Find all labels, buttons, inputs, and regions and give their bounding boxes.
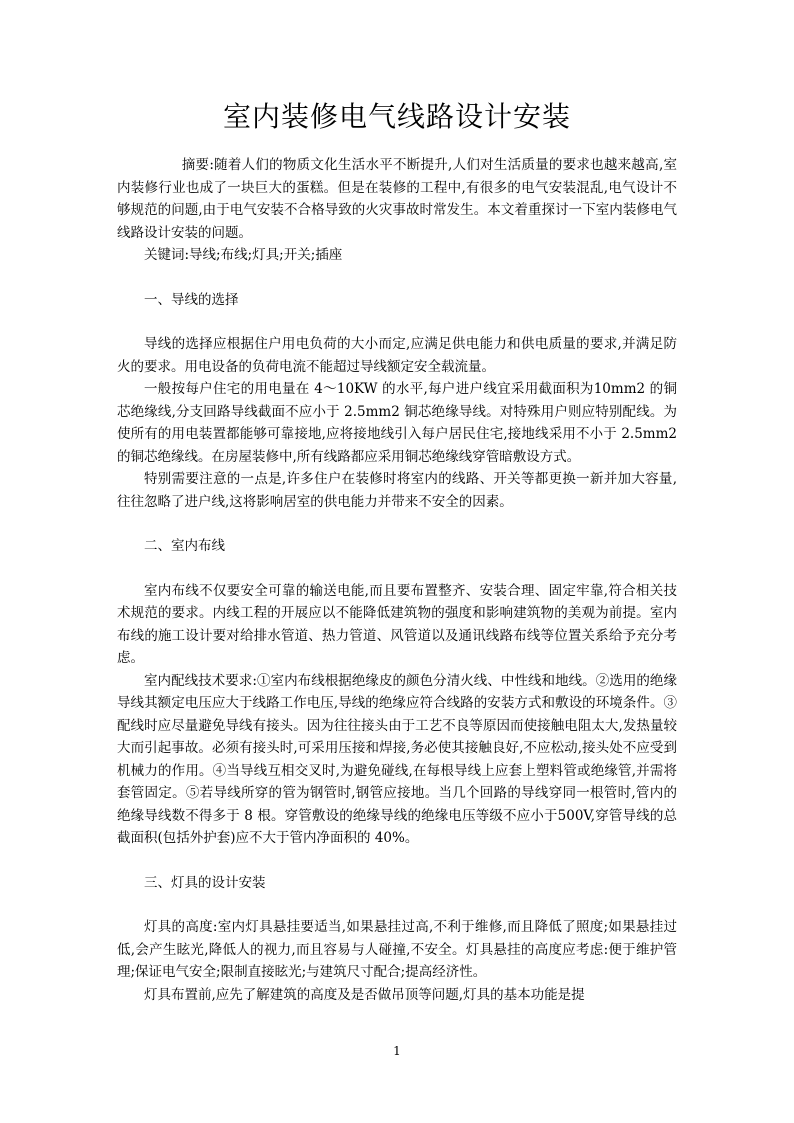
paragraph: 室内配线技术要求:①室内布线根据绝缘皮的颜色分清火线、中性线和地线。②选用的绝缘导线其额定电压应大于线路工作电压,导线的绝缘应符合线路的安装方式和敷设的环境条件。③配线时应尽量避免导线有接头。因为往往接头由于工艺不良等原因而使接触电阻太大,发热量较大而引起事故。必须有接头时,可采用压接和焊接,务必使其接触良好,不应松动,接头处不应受到机械力的作用。④当导线互相交叉时,为避免碰线,在每根导线上应套上塑料管或绝缘管,并需将套管固定。⑤若导线所穿的管为钢管时,钢管应接地。当几个回路的导线穿同一根管时,管内的绝缘导线数不得多于 8 根。穿管敷设的绝缘导线的绝缘电压等级不应小于500V,穿管导线的总截面积(包括外护套)应不大于管内净面积的 40%。 [117, 672, 677, 846]
paragraph: 特别需要注意的一点是,许多住户在装修时将室内的线路、开关等都更换一新并加大容量,往往忽略了进户线,这将影响居室的供电能力并带来不安全的因素。 [117, 471, 677, 510]
paragraph: 灯具布置前,应先了解建筑的高度及是否做吊顶等问题,灯具的基本功能是提 [144, 986, 585, 1003]
document-body [117, 154, 677, 1006]
section-heading-wire-selection: 一、导线的选择 [144, 291, 239, 308]
page-number: 1 [393, 1044, 401, 1058]
keywords-line: 关键词:导线;布线;灯具;开关;插座 [144, 247, 343, 263]
paragraph: 导线的选择应根据住户用电负荷的大小而定,应满足供电能力和供电质量的要求,并满足防火的要求。用电设备的负荷电流不能超过导线额定安全载流量。 [117, 336, 677, 375]
paragraph: 室内布线不仅要安全可靠的输送电能,而且要布置整齐、安装合理、固定牢靠,符合相关技术规范的要求。内线工程的开展应以不能降低建筑物的强度和影响建筑物的美观为前提。室内布线的施工设计要对给排水管道、热力管道、风管道以及通讯线路布线等位置关系给予充分考虑。 [117, 582, 677, 666]
document-title: 室内装修电气线路设计安装 [222, 100, 571, 133]
section-heading-lighting: 三、灯具的设计安装 [144, 874, 266, 891]
paragraph: 灯具的高度:室内灯具悬挂要适当,如果悬挂过高,不利于维修,而且降低了照度;如果悬挂过低,会产生眩光,降低人的视力,而且容易与人碰撞,不安全。灯具悬挂的高度应考虑:便于维护管理;保证电气安全;限制直接眩光;与建筑尺寸配合;提高经济性。 [117, 919, 677, 980]
abstract-paragraph: 摘要:随着人们的物质文化生活水平不断提升,人们对生活质量的要求也越来越高,室内装修行业也成了一块巨大的蛋糕。但是在装修的工程中,有很多的电气安装混乱,电气设计不够规范的问题,由于电气安装不合格导致的火灾事故时常发生。本文着重探讨一下室内装修电气线路设计安装的问题。 [117, 157, 677, 241]
section-heading-indoor-wiring: 二、室内布线 [144, 538, 225, 554]
paragraph: 一般按每户住宅的用电量在 4～10KW 的水平,每户进户线宜采用截面积为10mm2 的铜芯绝缘线,分支回路导线截面不应小于 2.5mm2 铜芯绝缘导线。对特殊用户则应特别配线。为使所有的用电装置都能够可靠接地,应将接地线引入每户居民住宅,接地线采用不小于 2.5mm2 的铜芯绝缘线。在房屋装修中,所有线路都应采用铜芯绝缘线穿管暗敷设方式。 [117, 381, 677, 465]
